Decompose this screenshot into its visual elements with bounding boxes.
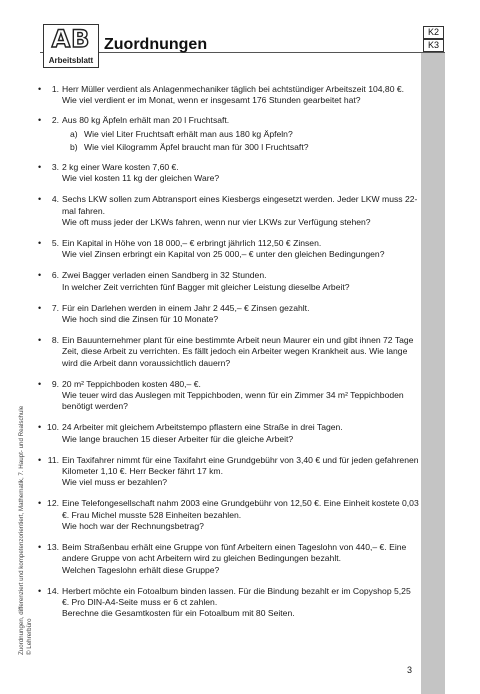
task-text: 20 m² Teppichboden kosten 480,– €. [62, 378, 201, 389]
task-item [32, 270, 420, 292]
task-number: 5. [51, 238, 59, 249]
bullet-icon: • [38, 335, 42, 346]
subtask-letter: a) [70, 128, 78, 139]
task-text: Wie viel verdient er im Monat, wenn er insgesamt 176 Stunden gearbeitet hat? [62, 95, 361, 106]
task-number: 10. [47, 422, 59, 433]
logo-letters: AB [51, 25, 91, 53]
side-note-source: Zuordnungen, differenziert und kompetenzorientiert, Mathematik, 7. Haupt- und Realschule [18, 405, 25, 655]
bullet-icon: • [38, 302, 42, 313]
subtask-letter: b) [70, 141, 78, 152]
bullet-icon: • [38, 454, 42, 465]
task-item [32, 542, 420, 576]
task-number: 1. [51, 84, 59, 94]
page-number: 3 [406, 665, 412, 675]
task-text: Wie viel Zinsen erbringt ein Kapital von 25 000,– € unter den gleichen Bedingungen? [62, 249, 385, 260]
task-text: In welcher Zeit verrichten fünf Bagger mit gleicher Leistung dieselbe Arbeit? [62, 281, 350, 292]
task-text: Herbert möchte ein Fotoalbum binden lassen. Für die Bindung bezahlt er im Copyshop 5,25 €. Pro DIN-A4-Seite muss er 6 ct zahlen. [62, 585, 411, 607]
task-list [32, 84, 420, 619]
task-number: 3. [51, 162, 59, 173]
task-number: 11. [47, 454, 59, 465]
bullet-icon: • [38, 585, 42, 596]
bullet-icon: • [38, 162, 42, 173]
task-item [32, 422, 420, 444]
task-number: 12. [47, 498, 59, 509]
task-text: Beim Straßenbau erhält eine Gruppe von fünf Arbeitern einen Tageslohn von 440,– €. Eine andere Gruppe von acht Arbeitern wird zu gleichen Bedingungen bezahlt. [62, 542, 407, 564]
task-item [32, 162, 420, 184]
task-text: 24 Arbeiter mit gleichem Arbeitstempo pflastern eine Straße in drei Tagen. [62, 422, 343, 433]
side-note [18, 355, 33, 655]
task-text: Sechs LKW sollen zum Abtransport eines Kiesbergs eingesetzt werden. Jeder LKW muss 22-mal fahren. [62, 194, 418, 216]
arbeitsblatt-logo [43, 24, 99, 68]
subtask-item [62, 129, 420, 140]
task-number: 4. [51, 194, 59, 205]
task-item [32, 379, 420, 413]
task-text: Wie hoch war der Rechnungsbetrag? [62, 520, 204, 531]
task-number: 9. [51, 378, 59, 389]
competence-level-k3: K3 [423, 39, 444, 52]
task-text: Berechne die Gesamtkosten für ein Fotoalbum mit 80 Seiten. [62, 608, 295, 619]
side-band [421, 52, 445, 694]
header-divider [40, 52, 445, 53]
task-text: Wie viel kosten 11 kg der gleichen Ware? [62, 173, 220, 184]
task-item [32, 303, 420, 325]
task-text: Ein Bauunternehmer plant für eine bestimmte Arbeit neun Maurer ein und gibt ihnen 72 Tage Zeit, diese Arbeit zu verrichten. Es fällt jedoch ein Arbeiter wegen Krankheit aus. Wie lange wird die Arbeit dann voraussichtlich dauern? [62, 335, 414, 368]
task-number: 8. [51, 335, 59, 346]
bullet-icon: • [38, 115, 42, 126]
task-text: Wie teuer wird das Auslegen mit Teppichboden, wenn für ein Zimmer 34 m² Teppichboden benötigt werden? [62, 390, 404, 412]
side-note-copyright: © Lehrerbüro [25, 618, 33, 655]
task-text: Aus 80 kg Äpfeln erhält man 20 l Fruchtsaft. [62, 115, 230, 126]
task-text: Ein Kapital in Höhe von 18 000,– € erbringt jährlich 112,50 € Zinsen. [62, 238, 322, 249]
task-text: Wie lange brauchen 15 dieser Arbeiter für die gleiche Arbeit? [62, 433, 294, 444]
bullet-icon: • [38, 84, 42, 94]
task-item [32, 84, 420, 106]
bullet-icon: • [38, 422, 42, 433]
task-item [32, 238, 420, 260]
bullet-icon: • [38, 270, 42, 281]
bullet-icon: • [38, 542, 42, 553]
task-number: 6. [51, 270, 59, 281]
task-text: Zwei Bagger verladen einen Sandberg in 32 Stunden. [62, 270, 267, 281]
task-text: Welchen Tageslohn erhält diese Gruppe? [62, 564, 220, 575]
task-item [32, 498, 420, 532]
bullet-icon: • [38, 378, 42, 389]
page-title: Zuordnungen [104, 36, 208, 53]
bullet-icon: • [38, 194, 42, 205]
task-text: Eine Telefongesellschaft nahm 2003 eine Grundgebühr von 12,50 €. Eine Einheit kostete 0,03 €. Frau Michel musste 528 Einheiten bezahlen. [62, 498, 419, 520]
task-text: Wie hoch sind die Zinsen für 10 Monate? [62, 314, 219, 325]
task-text: Wie oft muss jeder der LKWs fahren, wenn nur vier LKWs zur Verfügung stehen? [62, 216, 371, 227]
task-item [32, 586, 420, 620]
task-item [32, 115, 420, 153]
task-number: 2. [51, 115, 59, 126]
task-number: 13. [47, 542, 59, 553]
bullet-icon: • [38, 238, 42, 249]
task-text: Ein Taxifahrer nimmt für eine Taxifahrt eine Grundgebühr von 3,40 € und für jeden gefahrenen Kilometer 1,10 €. Herr Becker fährt 17 km. [62, 454, 419, 477]
task-text: Herr Müller verdient als Anlagenmechaniker täglich bei achtstündiger Arbeitszeit 104,80 €. [62, 84, 405, 94]
task-text: Wie viel muss er bezahlen? [62, 477, 168, 488]
task-item [32, 194, 420, 228]
task-item [32, 335, 420, 369]
bullet-icon: • [38, 498, 42, 509]
logo-label: Arbeitsblatt [48, 56, 94, 65]
task-number: 7. [51, 302, 59, 313]
task-item [32, 455, 420, 489]
task-text: 2 kg einer Ware kosten 7,60 €. [62, 162, 179, 173]
subtask-item [62, 142, 420, 153]
subtask-text: Wie viel Kilogramm Äpfel braucht man für 300 l Fruchtsaft? [84, 141, 309, 152]
competence-level-k2: K2 [423, 26, 444, 39]
subtask-text: Wie viel Liter Fruchtsaft erhält man aus 180 kg Äpfeln? [84, 128, 293, 139]
task-number: 14. [47, 585, 59, 596]
task-text: Für ein Darlehen werden in einem Jahr 2 445,– € Zinsen gezahlt. [62, 302, 310, 313]
